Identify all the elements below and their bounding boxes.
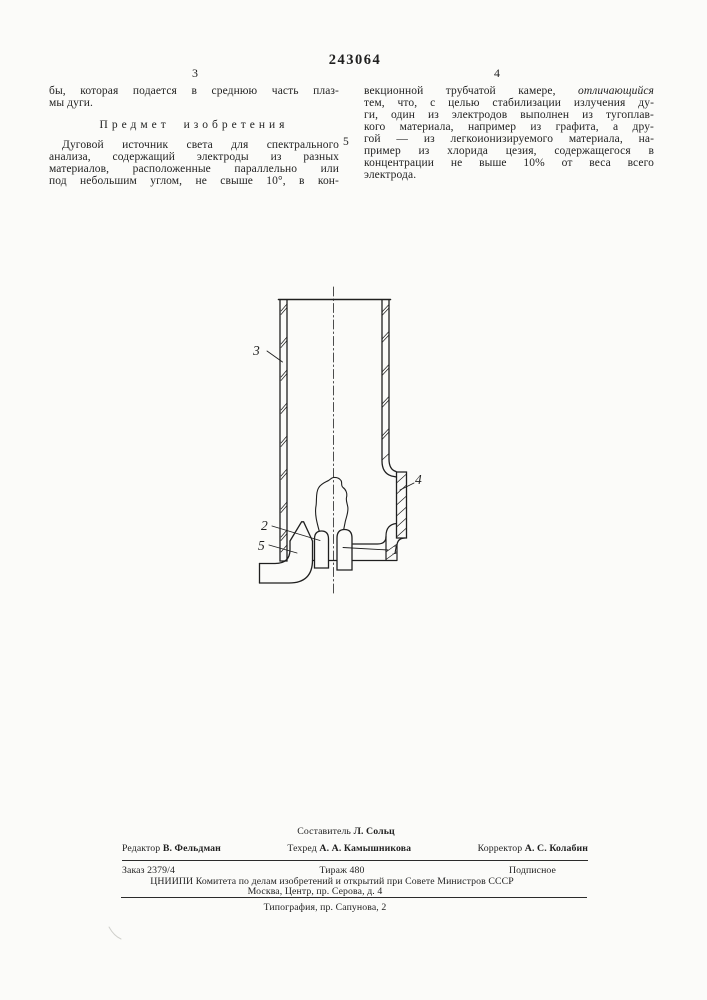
hatching — [281, 304, 407, 560]
compiler-role: Составитель — [297, 826, 351, 837]
body-text-line: анализа, содержащий электроды из разных — [49, 151, 339, 163]
electrode-right — [337, 530, 352, 571]
body-text-line: тем, что, с целью стабилизации излучения ду- — [364, 97, 654, 109]
figure-label-1: 1 — [392, 542, 399, 557]
page-number-right-column: 4 — [494, 66, 500, 80]
editor-entry — [122, 843, 221, 854]
editor-role: Редактор — [122, 843, 161, 854]
figure-label-5: 5 — [258, 538, 265, 553]
order-number: Заказ 2379/4 — [122, 865, 175, 876]
chamber-tube — [279, 300, 397, 562]
body-text-line: ги, один из электродов выполнен из тугоплав- — [364, 109, 654, 121]
body-text-line: электрода. — [364, 169, 417, 181]
leader-2 — [272, 526, 320, 541]
techred-role: Техред — [287, 843, 317, 854]
section-heading: Предмет изобретения — [99, 119, 289, 131]
compiler-line — [122, 826, 570, 837]
figure-label-2: 2 — [261, 518, 268, 533]
body-text-line: гой — из легкоионизируемого материала, на- — [364, 133, 654, 145]
figure-label-4: 4 — [415, 472, 422, 487]
figure-label-3: 3 — [253, 343, 260, 358]
claim-line-number: 5 — [343, 136, 349, 148]
page-number-left-column: 3 — [192, 66, 198, 80]
compiler-name: Л. Сольц — [353, 826, 395, 837]
print-house-line: Типография, пр. Сапунова, 2 — [263, 902, 387, 913]
order-line — [122, 865, 588, 876]
corrector-entry — [478, 843, 588, 854]
address-line: Москва, Центр, пр. Серова, д. 4 — [247, 886, 383, 897]
leader-lines — [267, 351, 414, 553]
subscription-note: Подписное — [508, 865, 556, 876]
footer-divider-bottom — [121, 897, 587, 898]
arc-flame — [316, 477, 348, 532]
corrector-name: А. С. Колабин — [524, 843, 588, 854]
scan-artifact — [109, 927, 121, 939]
nozzle-cone — [290, 522, 313, 541]
leader-5 — [269, 545, 297, 553]
patent-number: 243064 — [328, 52, 382, 68]
claim-text: векционной трубчатой камере, — [364, 85, 578, 97]
body-text-line: концентрации не выше 10% от веса всего — [364, 157, 654, 169]
claim-keyword-italic: отличающийся — [578, 85, 654, 97]
electrode-left — [315, 531, 329, 568]
body-text-line: кого материала, например из графита, а дру- — [364, 121, 654, 133]
corrector-role: Корректор — [477, 843, 523, 854]
editor-name: В. Фельдман — [162, 843, 221, 854]
editors-line — [122, 843, 588, 854]
footer-divider-top — [122, 860, 588, 861]
body-text-line: бы, которая подается в среднюю часть плаз- — [49, 85, 339, 97]
body-text-line: пример из хлорида цезия, содержащегося в — [364, 145, 654, 157]
body-text-line: материалов, расположенные параллельно или — [49, 163, 339, 175]
body-text-line: под небольшим углом, не свыше 10°, в кон- — [49, 175, 339, 187]
print-run: Тираж 480 — [319, 865, 365, 876]
body-text-line: мы дуги. — [49, 97, 94, 109]
techred-entry — [287, 843, 411, 854]
body-text-line: Дуговой источник света для спектрального — [62, 139, 339, 151]
organization-line: ЦНИИПИ Комитета по делам изобретений и открытий при Совете Министров СССР — [150, 876, 514, 887]
techred-name: А. А. Камышникова — [319, 843, 412, 854]
